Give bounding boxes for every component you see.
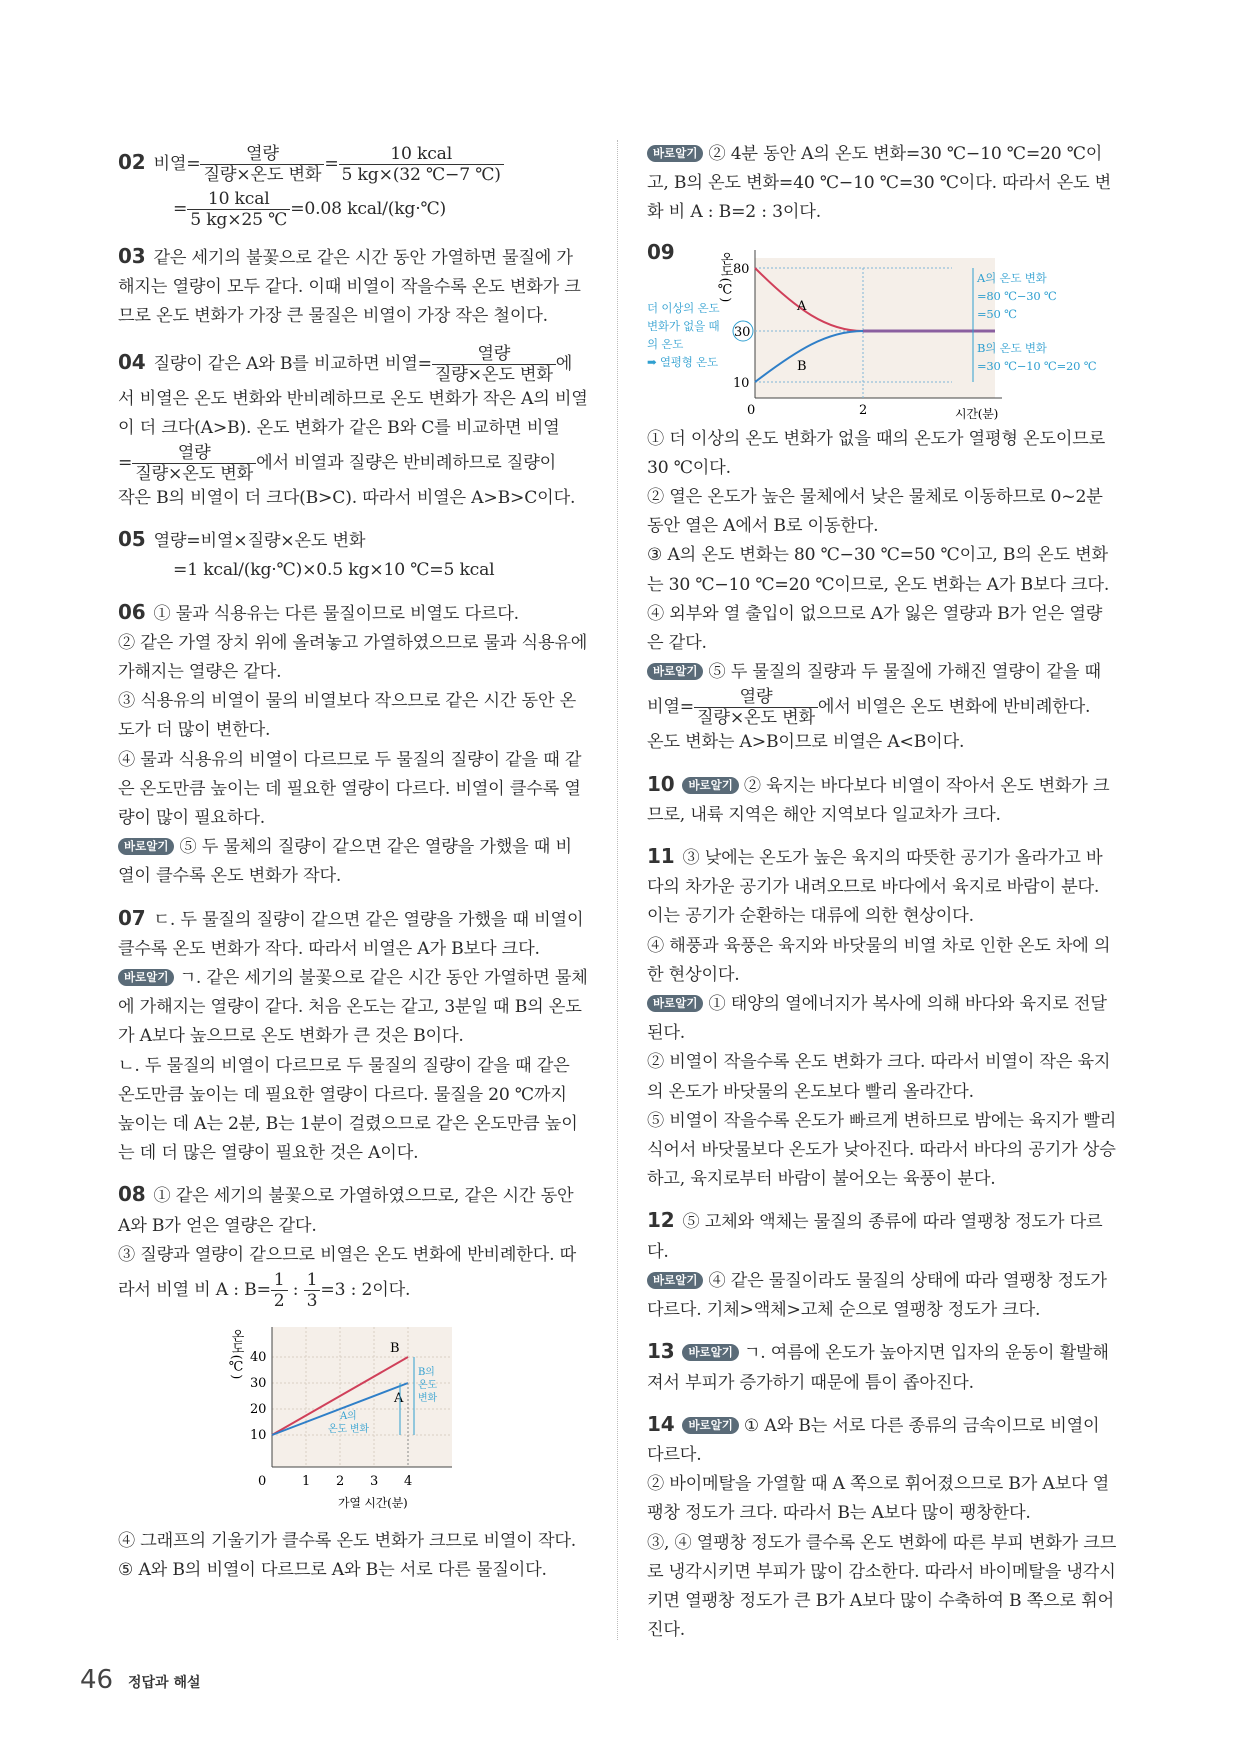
x-tick-label: 0 (747, 402, 756, 418)
annotation-b-1: B의 온도 변화 (977, 340, 1047, 355)
page-number: 46 (80, 1665, 114, 1695)
annotation-b-2: =30 ℃−10 ℃=20 ℃ (977, 358, 1097, 373)
correction-badge: 바로알기 (647, 145, 703, 162)
fraction: $\frac{\text{열량}}{\text{질량×온도 변화}}$ (200, 144, 324, 185)
y-tick-label: 80 (733, 261, 750, 277)
equilibrium-graph (647, 240, 1117, 425)
x-axis-label: 시간(분) (955, 406, 999, 421)
correction-badge: 바로알기 (647, 1272, 703, 1289)
column-divider (617, 140, 618, 1640)
annotation-left-4: ➡ 열평형 온도 (647, 354, 718, 369)
annotation-a-2: =80 ℃−30 ℃ (977, 288, 1057, 303)
x-tick-label: 2 (336, 1474, 345, 1490)
series-label-b: B (390, 1341, 400, 1357)
fraction: $\frac{1}{3}$ (304, 1270, 321, 1311)
answer-13: 13 바로알기 ㄱ. 여름에 온도가 높아지면 입자의 운동이 활발해져서 부피가 증가하기 때문에 틈이 좁아진다. (647, 1339, 1109, 1393)
y-tick-label: 30 (250, 1376, 267, 1392)
left-column (118, 140, 588, 1598)
answer-04: 04 질량이 같은 A와 B를 비교하면 비열= $\frac{\text{열량}}{\text{질량×온도 변화}}$ 에서 비열은 온도 변화와 반비례하므로 온도 변화가 작은 A의 비열이 더 크다(A>B). 온도 변화가 같은 B와 C를 비교하면 비열 = $\frac{\text{열량}}{\text{질량×온도 변화}}$ 에서 비열과 질량은 반비례하므로 질량이 작은 B의 비열이 더 크다(B>C). 따라서 비열은 A>B>C이다. (118, 343, 588, 509)
annotation-b-3: 변화 (418, 1393, 437, 1405)
fraction: $\frac{1}{2}$ (271, 1270, 288, 1311)
y-axis-label: 온도(℃) (717, 251, 733, 302)
fraction: $\frac{\text{열량}}{\text{질량×온도 변화}}$ (432, 344, 556, 385)
x-tick-label: 4 (404, 1474, 413, 1490)
answer-02: 02 비열= $\frac{\text{열량}}{\text{질량×온도 변화}}$ = $\frac{\text{10 kcal}}{5 kg\times(32 ℃-7 ℃)}$ = $\frac{\text{10 kcal}}{5 kg\times 25 ℃}$ =0.08 kcal/(kg·℃) (118, 144, 588, 230)
fraction: $\frac{\text{열량}}{\text{질량×온도 변화}}$ (694, 687, 818, 728)
fraction: $\frac{\text{열량}}{\text{질량×온도 변화}}$ (132, 443, 256, 484)
answer-06: 06 ① 물과 식용유는 다른 물질이므로 비열도 다르다. ② 같은 가열 장치 위에 올려놓고 가열하였으므로 물과 식용유에 가해지는 열량은 같다. ③ 식용유의 비열이 물의 비열보다 작으므로 같은 시간 동안 온도가 더 많이 변한다. ④ 물과 식용유의 비열이 다르므로 두 물질의 질량이 같을 때 같은 온도만큼 높이는 데 필요한 열량이 다르다. 비열이 클수록 열량이 많이 필요하다. 바로알기 ⑤ 두 물체의 질량이 같으면 같은 열량을 가했을 때 비열이 클수록 온도 변화가 작다. (118, 599, 588, 887)
answer-03: 03 같은 세기의 불꽃으로 같은 시간 동안 가열하면 물질에 가해지는 열량이 모두 같다. 이때 비열이 작을수록 온도 변화가 크므로 온도 변화가 가장 큰 물질은 비열이 가장 작은 철이다. (118, 244, 581, 327)
correction-badge: 바로알기 (682, 1417, 738, 1434)
answer-14: 14 바로알기 ① A와 B는 서로 다른 종류의 금속이므로 비열이 다르다. ② 바이메탈을 가열할 때 A 쪽으로 휘어졌으므로 B가 A보다 열팽창 정도가 크다. 따라서 B는 A보다 많이 팽창한다. ③, ④ 열팽창 정도가 클수록 온도 변화에 따른 부피 변화가 크므로 냉각시키면 부피가 많이 감소한다. 따라서 바이메탈을 냉각시키면 열팽창 정도가 큰 B가 A보다 많이 수축하여 B 쪽으로 휘어진다. (647, 1411, 1117, 1641)
y-axis-label: 온도(℃) (228, 1329, 244, 1380)
correction-badge: 바로알기 (647, 995, 703, 1012)
annotation-left-3: 의 온도 (647, 336, 684, 351)
x-tick-label: 1 (302, 1474, 311, 1490)
answer-08-correction: 바로알기 ② 4분 동안 A의 온도 변화=30 ℃−10 ℃=20 ℃이고, B의 온도 변화=40 ℃−10 ℃=30 ℃이다. 따라서 온도 변화 비 A : B=2 : 3이다. (647, 144, 1112, 223)
fraction: $\frac{\text{10 kcal}}{5 kg\times(32 ℃-7 ℃)}$ (339, 144, 504, 185)
answer-08: 08 ① 같은 세기의 불꽃으로 가열하였으므로, 같은 시간 동안 A와 B가 얻은 열량은 같다. ③ 질량과 열량이 같으므로 비열은 온도 변화에 반비례한다. 따 라서 비열 비 A : B= $\frac{1}{2}$ : $\frac{1}{3}$ =3 : 2이다. 온도(℃) 40 30 20 10 0 1 2 3 4 가열 시간(분) B A B의 온도 변화 A의 온도 변화 ④ 그래프의 기울기가 클수록 온도 변화가 크므로 비열이 작다. ⑤ A와 B의 비열이 다르므로 A와 B는 서로 다른 물질이다. (118, 1182, 577, 1581)
annotation-a-3: =50 ℃ (977, 306, 1017, 321)
x-tick-label: 0 (258, 1474, 267, 1490)
footer-label: 정답과 해설 (128, 1675, 201, 1691)
annotation-a-1: A의 온도 변화 (977, 270, 1047, 285)
heating-graph (228, 1317, 478, 1517)
y-tick-label: 10 (250, 1428, 267, 1444)
y-tick-label: 40 (250, 1350, 267, 1366)
series-label-a: A (797, 298, 807, 314)
y-tick-label: 10 (733, 375, 750, 391)
annotation-left-2: 변화가 없을 때 (647, 318, 720, 333)
annotation-a-2: 온도 변화 (328, 1424, 369, 1436)
annotation-b-1: B의 (418, 1367, 435, 1379)
x-tick-label: 3 (370, 1474, 379, 1490)
y-tick-label: 20 (250, 1402, 267, 1418)
plot-area (755, 258, 995, 398)
correction-badge: 바로알기 (118, 969, 174, 986)
answer-09: 09 온도(℃) 80 30 10 0 2 시간(분) A B 더 이상의 온도 변화가 없을 때 의 온도 ➡ 열평형 온도 A의 온도 변화 =80 ℃−30 ℃ =50 ℃ B의 온도 변화 =30 ℃−10 ℃=20 ℃ ① 더 이상의 온도 변화가 없을 때의 온도가 열평형 온도이므로 30 ℃이다. ② 열은 온도가 높은 물체에서 낮은 물체로 이동하므로 0~2분 동안 열은 A에서 B로 이동한다. ③ A의 온도 변화는 80 ℃−30 ℃=50 ℃이고, B의 온도 변화는 30 ℃−10 ℃=20 ℃이므로, 온도 변화는 A가 B보다 크다. ④ 외부와 열 출입이 없으므로 A가 잃은 열량과 B가 얻은 열량은 같다. 바로알기 ⑤ 두 물질의 질량과 두 물질에 가해진 열량이 같을 때 비열= $\frac{\text{열량}}{\text{질량×온도 변화}}$ 에서 비열은 온도 변화에 반비례한다. 온도 변화는 A>B이므로 비열은 A<B이다. (647, 240, 1117, 758)
x-axis-label: 가열 시간(분) (338, 1496, 408, 1511)
series-label-a: A (394, 1391, 404, 1407)
right-column (647, 140, 1117, 1657)
answer-10: 10 바로알기 ② 육지는 바다보다 비열이 작아서 온도 변화가 크므로, 내륙 지역은 해안 지역보다 일교차가 크다. (647, 771, 1110, 825)
y-tick-label: 30 (734, 324, 751, 340)
annotation-a-1: A의 (340, 1411, 357, 1423)
series-label-b: B (797, 358, 807, 374)
answer-12: 12 ⑤ 고체와 액체는 물질의 종류에 따라 열팽창 정도가 다르다. 바로알기 ④ 같은 물질이라도 물질의 상태에 따라 열팽창 정도가 다르다. 기체>액체>고체 순으로 열팽창 정도가 크다. (647, 1208, 1107, 1321)
correction-badge: 바로알기 (682, 777, 738, 794)
annotation-b-2: 온도 (418, 1380, 437, 1392)
correction-badge: 바로알기 (118, 838, 174, 855)
answer-05: 05 열량=비열×질량×온도 변화 =1 kcal/(kg·℃)×0.5 kg×10 ℃=5 kcal (118, 527, 495, 581)
correction-badge: 바로알기 (647, 663, 703, 680)
annotation-left-1: 더 이상의 온도 (647, 300, 720, 315)
answer-11: 11 ③ 낮에는 온도가 높은 육지의 따뜻한 공기가 올라가고 바다의 차가운 공기가 내려오므로 바다에서 육지로 바람이 분다. 이는 공기가 순환하는 대류에 의한 현상이다. ④ 해풍과 육풍은 육지와 바닷물의 비열 차로 인한 온도 차에 의한 현상이다. 바로알기 ① 태양의 열에너지가 복사에 의해 바다와 육지로 전달된다. ② 비열이 작을수록 온도 변화가 크다. 따라서 비열이 작은 육지의 온도가 바닷물의 온도보다 빨리 올라간다. ⑤ 비열이 작을수록 온도가 빠르게 변하므로 밤에는 육지가 빨리 식어서 바닷물보다 온도가 낮아진다. 따라서 바다의 공기가 상승하고, 육지로부터 바람이 불어오는 육풍이 분다. (647, 844, 1117, 1190)
answer-07: 07 ㄷ. 두 물질의 질량이 같으면 같은 열량을 가했을 때 비열이 클수록 온도 변화가 작다. 따라서 비열은 A가 B보다 크다. 바로알기 ㄱ. 같은 세기의 불꽃으로 같은 시간 동안 가열하면 물체에 가해지는 열량이 같다. 처음 온도는 같고, 3분일 때 B의 온도가 A보다 높으므로 온도 변화가 큰 것은 B이다. ㄴ. 두 물질의 비열이 다르므로 두 물질의 질량이 같을 때 같은 온도만큼 높이는 데 필요한 열량이 다르다. 물질을 20 ℃까지 높이는 데 A는 2분, B는 1분이 걸렸으므로 같은 온도만큼 높이는 데 더 많은 열량이 필요한 것은 A이다. (118, 905, 588, 1164)
x-tick-label: 2 (859, 402, 868, 418)
fraction: $\frac{\text{10 kcal}}{5 kg\times 25 ℃}$ (187, 189, 290, 230)
correction-badge: 바로알기 (682, 1344, 738, 1361)
